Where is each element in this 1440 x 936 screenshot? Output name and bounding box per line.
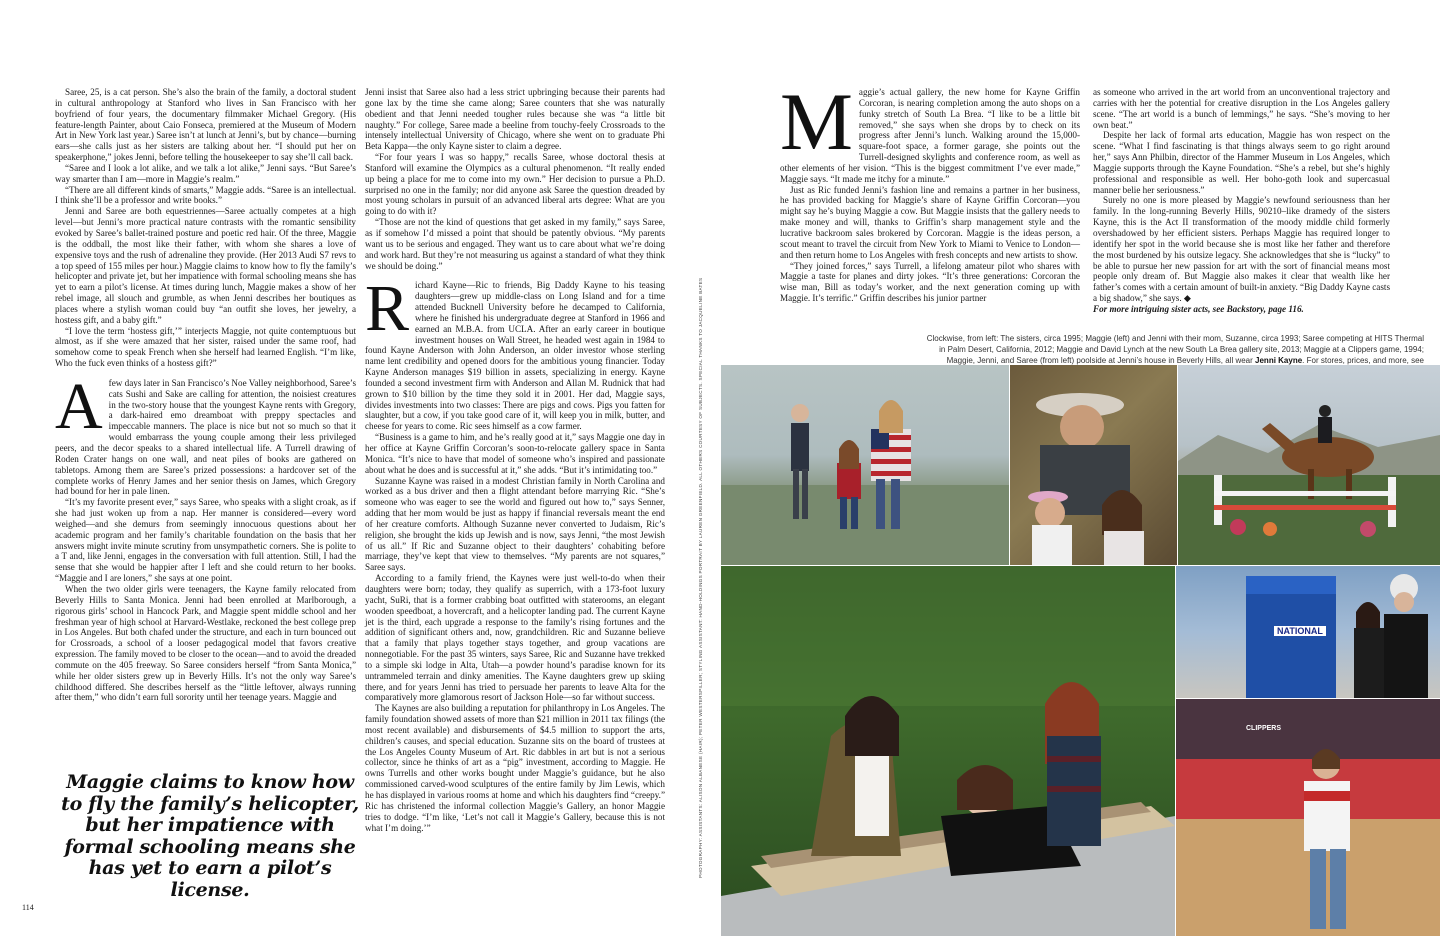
paragraph: Jenni and Saree are both equestriennes—Saree actually competes at a high level—but Jenni’s more practical nature contrasts with the romantic sensibility evoked by Saree’s ballet-trained posture and poetic red hair. Of the three, Maggie is the oddball, the most like their father, with whom she shares a love of expensive toys and the rush of adrenaline they provide. (Her 2013 Audi S7 revs to a top speed of 155 miles per hour.) Maggie claims to know how to fly the family’s helicopter and private jet, but her impatience with formal schooling means she has yet to earn a pilot’s license. At times during lunch, Maggie makes a show of her rebel image, all slouch and grumble, as when Jenni describes her boutiques as places where a stylish woman could buy “an outfit she loves, her jewelry, a hostess gift, and a baby gift.” [55,206,356,325]
paragraph: “It’s my favorite present ever,” says Saree, who speaks with a slight croak, as if she had just woken up from a nap. Her manner is considered—every word weighed—and she demurs from seemingly innocuous questions about her academic program and her family’s charitable foundation on the basis that her answers might invite minute scrutiny from unsympathetic corners. She is polite to a T and, like Jenni, engages in the conversation with full attention. Still, I had the sense that she would be happier after I left and she could return to her books. “Maggie and I are loners,” she says at one point. [55,497,356,584]
article-column-1 [55,87,356,703]
paragraph: Saree, 25, is a cat person. She’s also the brain of the family, a doctoral student in cultural anthropology at Stanford who lives in San Francisco with her boyfriend of four years, the documentary filmmaker Michael Gregory. (His feature-length Painter, about Caio Fonseca, premiered at the Museum of Modern Art in New York last year.) Saree isn’t at lunch at Jenni’s, but by chance—burning ears—she calls just as her sisters are talking about her. “I should put her on speakerphone,” jokes Jenni, before telling the housekeeper to say she’ll call back. [55,87,356,163]
portapotty-label: NATIONAL [1274,626,1326,636]
photo-credit-text: PHOTOGRAPHY: ASSISTANTS: ALISON ALBANESE (HAIR); PETER WESTERSPILLER; STYLING ASSISTANT: HAND-HOLDINGS PORTRAIT BY LAUREN GREENFIELD. ALL OTHERS COURTESY OF SUBJECTS. SPECIAL THANKS TO JACQUELINE BATES [698,277,703,878]
mom-figures [1010,365,1177,565]
horse-jump [1178,365,1440,565]
paragraph: few days later in San Francisco’s Noe Valley neighborhood, Saree’s cats Sushi and Sake are calling for attention, the noisiest creatures in the two-story house that the youngest Kayne rents with Gregory, a dark-haired emo dreamboat with preppy spectacles and impeccable manners. The place is nice but not so much so that it would embarrass the young couple among their less privileged peers, and the decor speaks to a shared intellectual life. A Turrell drawing of Roden Crater hangs on one wall, and neat piles of books are gathered on tabletops. Among them are Saree’s prized possessions: a hardcover set of the complete works of Henry James and her senior thesis on James, which Gregory had bound for her in pale linen. [55,377,356,497]
paragraph: “I love the term ‘hostess gift,’” interjects Maggie, not quite contemptuous but almost, as if she were amazed that her sister, raised under the same roof, had somehow come to speak French when she herself had learned English. “I’m like, Who the fuck even thinks of a hostess gift?” [55,325,356,369]
article-column-2 [365,87,665,833]
caption-tail: . For stores, prices, and more, see [1302,356,1424,365]
paragraph: aggie’s actual gallery, the new home for Kayne Griffin Corcoran, is nearing completion among the auto shops on a funky stretch of South La Brea. “I like to be a little bit removed,” she says when she drops by to check on its progress after Jenni’s lunch. Walking around the 15,000-square-foot space, a former garage, she points out the Turrell-designed skylights and conference room, as well as other elements of her vision. “This is the biggest commitment I’ve ever made,” Maggie says. “It made me itchy for a minute.” [780,87,1080,184]
paragraph: Jenni insist that Saree also had a less strict upbringing because their parents had gone lax by the time she came along; Saree counters that she was naturally obedient and that Jenni needed tougher rules because she was “a little bit naughty.” For college, Saree made a beeline from touchy-feely Crossroads to the intensely intellectual University of Chicago, where she went on to graduate Phi Beta Kappa—the only Kayne sister to claim a degree. [365,87,665,152]
paragraph: “Business is a game to him, and he’s really good at it,” says Maggie one day in her office at Kayne Griffin Corcoran’s soon-to-relocate gallery space in Santa Monica. “It’s nice to have that model of someone who’s inspired and passionate about what he does and is successful at it,” she adds. “But it’s intimidating too.” [365,432,665,475]
paragraph: Surely no one is more pleased by Maggie’s newfound seriousness than her family. In the long-running Beverly Hills, 90210–like dramedy of the sisters Kayne, this is the Act II transformation of the moody middle child formerly overshadowed by her efficient sisters. Perhaps Maggie has required longer to identify her spot in the world because she is most like her father and therefore the most burdened by his outsize legacy. She acknowledges that she is “lucky” to be able to pursue her new passion for art with the sort of financial means most people only dream of. But Maggie also makes it clear that wealth like her father’s comes with a certain amount of built-in anxiety. “Big Daddy Kayne casts a big shadow,” she says. ◆ [1093,195,1390,304]
paragraph: Suzanne Kayne was raised in a modest Christian family in North Carolina and worked as a bus driver and then a flight attendant before marrying Ric. “She’s someone who was eager to see the world and figured out how to,” says Senner, adding that her mom would be just as happy if financial reversals meant the end of her creature comforts. Although Suzanne never converted to Judaism, Ric’s religion, she brought the kids up Jewish and is now, says Jenni, “the most Jewish of us all.” If Ric and Suzanne object to their daughters’ cohabiting before marriage, they’ve kept that view to themselves. “My parents are not squares,” Saree says. [365,475,665,573]
clippers-label: CLIPPERS [1246,725,1282,732]
paragraph: “Those are not the kind of questions that get asked in my family,” says Saree, as if somehow I’d missed a point that should be patently obvious. “My parents want us to be serious and engaged. They want us to care about what we’re doing and work hard. But they’re not measuring us against a standard of what they think we should be doing.” [365,217,665,271]
photo-sisters-poolside [721,566,1175,936]
paragraph: The Kaynes are also building a reputation for philanthropy in Los Angeles. The family foundation showed assets of more than $21 million in 2011 tax filings (the most recent available) and disbursements of $4.5 million to support the arts, children’s causes, and special education. Suzanne sits on the board of trustees at the Los Angeles County Museum of Art. Ric dabbles in art but is not a serious collector, since he thinks of art as a “pig” investment, according to Maggie. He owns Turrells and other works bought under Maggie’s guidance, but he also commissioned carved-wood sculptures of the entire family by Jim Lewis, which he has displayed in various rooms at home and which his daughters find “creepy.” Ric has christened the informal collection Maggie’s Gallery, an honor Maggie tries to dodge. “I’m like, ‘Let’s not call it Maggie’s Gallery, because this is not what I’m doing.’” [365,703,665,833]
paragraph: When the two older girls were teenagers, the Kayne family relocated from Beverly Hills to Santa Monica. Jenni had been enrolled at Marlborough, a rigorous girls’ school in Hancock Park, and Maggie spent middle school and her freshman year of high school at Harvard-Westlake, reckoned the best college prep in Los Angeles. But both chafed under the structure, and each in turn bounced out for Crossroads, a school of a looser pedagogical model that favors creative expression. The family moved to be closer to the ocean—and to avoid the dreaded commute on the 405 freeway. So Saree considers herself “from Santa Monica,” while her older sisters grew up in Beverly Hills. It’s not the only way Saree’s childhood differed. She describes herself as the “little leftover, always running after them,” who didn’t earn full sorority until her teenage years. Maggie and [55,583,356,703]
paragraph: Despite her lack of formal arts education, Maggie has won respect on the scene. “What I find fascinating is that things always seem to go right around her,” says Ann Philbin, director of the Hammer Museum in Los Angeles, which Maggie supports through the Kayne Foundation. “She’s a rebel, but she’s highly professional and responsible as well. Her boho-goth look and supercasual manner belie her seriousness.” [1093,130,1390,195]
dropcap-paragraph [55,369,356,497]
photo-sisters-1995 [721,365,1009,565]
dropcap-paragraph [365,272,665,432]
photo-maggie-jenni-mom [1010,365,1177,565]
article-column-3 [780,76,1080,304]
paragraph: “They joined forces,” says Turrell, a lifelong amateur pilot who shares with Maggie a taste for planes and dirty jokes. “It’s three generations: Corcoran the wise man, Bill as today’s worker, and the next generation coming up with Maggie. It’s terrific.” Griffin describes his junior partner [780,260,1080,304]
drop-cap: A [55,369,103,443]
paragraph: ichard Kayne—Ric to friends, Big Daddy Kayne to his teasing daughters—grew up middle-class on Long Island and for a time attended Bucknell University before he decamped to California, where he finished his undergraduate degree at Stanford in 1966 and earned an M.B.A. from UCLA. After an early career in boutique investment houses on Wall Street, he headed west again in 1984 to found Kayne Anderson with John Anderson, an older investor whose sterling name lent credibility and opened doors for the ambitious young financier. Today Kayne Anderson manages $19 billion in assets, specializing in energy. Kayne founded a second investment firm with Anderson and Allan M. Rudnick that had grown to $10 billion by the time they sold it in 2001. Her dad, Maggie says, divides investments into two classes: There are pigs and cows. Pigs you fatten for slaughter, but a cow, if you take good care of it, will keep you in milk, butter, and cheese for years to come. Ric sees himself as a cow farmer. [365,280,665,432]
more-link: For more intriguing sister acts, see Backstory, page 116. [1093,303,1304,314]
photo-saree-competing [1178,365,1440,565]
poolside-figures [721,566,1175,936]
drop-cap: M [780,76,853,167]
photo-maggie-david-lynch [1176,566,1440,698]
pull-quote: Maggie claims to know how to fly the family’s helicopter, but her impatience with formal schooling means she has yet to earn a pilot’s license. [61,771,359,901]
caption-brand: Jenni Kayne [1255,356,1303,365]
clippers-figure [1176,699,1440,936]
paragraph: “For four years I was so happy,” recalls Saree, whose doctoral thesis at Stanford will examine the Olympics as a cultural phenomenon. “It really ended up being a place for me to come into my own.” Her decision to pursue a Ph.D. surprised no one in the family; nor did anyone ask Saree the question dreaded by most young scholars in pursuit of an advanced liberal arts degree: What are you going to do with it? [365,152,665,217]
photo-maggie-clippers [1176,699,1440,936]
caption-text: Clockwise, from left: The sisters, circa 1995; Maggie (left) and Jenni with their mom, Suzanne, circa 1993; Saree competing at HITS Thermal in Palm Desert, California, 2012; Maggie and David Lynch at the new South La Brea gallery site, 2013; Maggie at a Clippers game, 1994; Maggie, Jenni, and Saree (from left) poolside at Jenni’s house in Beverly Hills, all wear [926,334,1424,365]
article-column-4 [1093,87,1390,315]
photo-credit [688,277,703,878]
paragraph: as someone who arrived in the art world from an unconventional trajectory and carries with her the potential for creative disruption in the Los Angeles gallery scene. “The art world is a bunch of lemmings,” he says. “She’s moving to her own beat.” [1093,87,1390,130]
drop-cap: R [365,272,410,346]
paragraph: Just as Ric funded Jenni’s fashion line and remains a partner in her business, he has provided backing for Maggie’s share of Kayne Griffin Corcoran—you might say he’s buying Maggie a cow. But Maggie insists that the gallery needs to make money and will, thanks to Griffin’s sharp management style and the lucrative backroom sales brokered by Corcoran. Maggie is the ideas person, a scout meant to travel the circuit from New York to Miami to Venice to London—and then return home to Los Angeles with fresh concepts and new artists to show. [780,184,1080,260]
paragraph: “Saree and I look a lot alike, and we talk a lot alike,” Jenni says. “But Saree’s way smarter than I am—more in Maggie’s realm.” [55,162,356,184]
paragraph: According to a family friend, the Kaynes were just well-to-do when their daughters were born; today, they qualify as superrich, with a 173-foot luxury yacht, SuRi, that is a former crabbing boat outfitted with staterooms, an elegant wooden speedboat, a hovercraft, and a helicopter landing pad. The current Kayne jet is the third, each upgrade a response to the family’s rising fortunes and the addition of significant others and, now, grandchildren. Ric and Suzanne believe that a family that plays together stays together, and group vacations are nonnegotiable. For the past 35 winters, says Saree, Ric and Suzanne have trekked to a simple ski lodge in Alta, Utah—a powder hound’s paradise known for its untrammeled terrain and dinky amenities. The Kayne daughters grew up skiing there, and for years Jenni has tried to persuade her parents to leave Alta for the comparatively more glamorous resort of Jackson Hole—so far without success. [365,573,665,703]
sisters-figures [721,365,1009,565]
page-number: 114 [22,903,34,912]
dropcap-paragraph [780,76,1080,185]
paragraph: “There are all different kinds of smarts,” Maggie adds. “Saree is an intellectual. I think she’ll be a professor and write books.” [55,184,356,206]
